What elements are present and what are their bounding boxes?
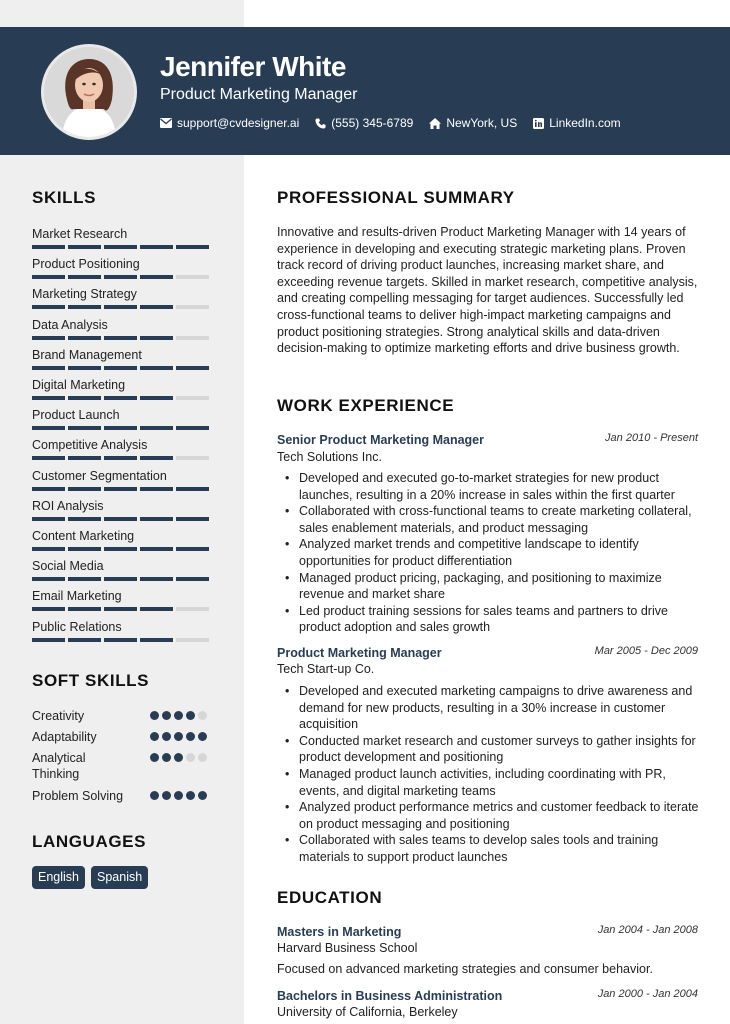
soft-skills-heading: SOFT SKILLS [32, 671, 150, 690]
linkedin-icon [533, 118, 544, 129]
skill-label: ROI Analysis [32, 498, 104, 513]
candidate-name: Jennifer White [160, 51, 346, 82]
candidate-title: Product Marketing Manager [160, 86, 358, 103]
rating-dot [174, 791, 183, 800]
skill-level-segment [140, 305, 173, 309]
skill-level-segment [104, 577, 137, 581]
skill-label: Content Marketing [32, 529, 135, 543]
skill-item [32, 226, 212, 249]
soft-skill-item [32, 788, 212, 804]
skill-level-bar [32, 638, 212, 642]
job-dates: Jan 2010 - Present [605, 432, 698, 444]
list-item: • Collaborated with sales teams to develop sales tools and training materials to support product launches [299, 832, 704, 865]
job-dates: Mar 2005 - Dec 2009 [594, 645, 698, 657]
skill-level-segment [104, 305, 137, 309]
skill-level-segment [140, 366, 173, 370]
skill-level-segment [104, 487, 137, 491]
list-item: • Collaborated with cross-functional teams to create marketing collateral, sales enablement materials, and product messaging [299, 503, 704, 536]
skill-level-segment [140, 456, 173, 460]
list-item: • Managed product launch activities, including coordinating with PR, events, and digital marketing teams [299, 766, 704, 799]
rating-dot [162, 711, 171, 720]
skill-level-segment [176, 396, 209, 400]
rating-dot [150, 791, 159, 800]
skill-level-segment [68, 607, 101, 611]
soft-skill-rating [150, 711, 207, 720]
soft-skill-rating [150, 732, 207, 741]
skill-label: Market Research [32, 227, 128, 241]
phone-icon [315, 118, 326, 129]
skill-level-segment [176, 366, 209, 370]
skill-item [32, 256, 212, 279]
skill-level-segment [104, 456, 137, 460]
list-item: • Conducted market research and customer surveys to gather insights for product development and positioning [299, 733, 704, 766]
contact-location [429, 116, 517, 130]
education-heading: EDUCATION [277, 888, 383, 907]
skill-level-segment [68, 366, 101, 370]
skill-level-segment [140, 487, 173, 491]
avatar [41, 44, 137, 140]
skill-level-bar [32, 517, 212, 521]
skill-level-segment [68, 487, 101, 491]
skill-level-segment [32, 396, 65, 400]
degree-title: Bachelors in Business Administration [277, 989, 503, 1003]
skill-label: Data Analysis [32, 317, 108, 332]
skill-level-segment [104, 638, 137, 642]
rating-dot [150, 732, 159, 741]
skill-level-bar [32, 366, 212, 370]
skill-level-segment [176, 517, 209, 521]
school-name: Harvard Business School [277, 941, 418, 955]
education-description: Focused on advanced marketing strategies and consumer behavior. [277, 962, 653, 976]
list-item: • Managed product pricing, packaging, and positioning to maximize revenue and market share [299, 570, 704, 603]
skill-level-segment [140, 517, 173, 521]
resume-header [0, 27, 730, 155]
soft-skill-item [32, 729, 212, 745]
skill-label: Marketing Strategy [32, 287, 137, 302]
skill-label: Brand Management [32, 347, 142, 362]
skill-level-segment [32, 426, 65, 430]
degree-title: Masters in Marketing [277, 925, 402, 939]
skill-level-segment [104, 336, 137, 340]
job-bullets [299, 470, 704, 636]
skill-level-segment [68, 275, 101, 279]
experience-heading: WORK EXPERIENCE [277, 396, 455, 415]
contact-linkedin[interactable] [533, 116, 620, 130]
skill-label: Product Positioning [32, 257, 140, 272]
skill-level-segment [68, 547, 101, 551]
skill-level-segment [104, 517, 137, 521]
skill-level-segment [32, 336, 65, 340]
skill-level-segment [176, 245, 209, 249]
soft-skill-rating [150, 753, 207, 762]
list-item: • Analyzed product performance metrics and customer feedback to iterate on product messaging and positioning [299, 799, 704, 832]
skill-level-segment [104, 275, 137, 279]
job-company: Tech Solutions Inc. [277, 450, 382, 464]
skill-level-segment [140, 607, 173, 611]
skill-level-segment [176, 305, 209, 309]
skill-item [32, 286, 212, 309]
soft-skill-item [32, 750, 212, 784]
envelope-icon [160, 118, 172, 128]
skill-level-segment [140, 638, 173, 642]
contact-email[interactable] [160, 116, 299, 130]
skill-level-bar [32, 487, 212, 491]
skill-level-segment [104, 396, 137, 400]
skill-level-bar [32, 336, 212, 340]
rating-dot [186, 711, 195, 720]
skill-level-segment [104, 547, 137, 551]
skill-level-segment [176, 547, 209, 551]
rating-dot [174, 732, 183, 741]
skill-level-segment [176, 275, 209, 279]
job-company: Tech Start-up Co. [277, 662, 375, 676]
email-text: support@cvdesigner.ai [177, 116, 300, 130]
rating-dot [198, 711, 207, 720]
skill-label: Email Marketing [32, 589, 122, 604]
soft-skill-label: Creativity [32, 709, 85, 723]
language-badge-spanish: Spanish [91, 866, 148, 889]
skill-level-segment [140, 336, 173, 340]
skill-label: Customer Segmentation [32, 468, 167, 483]
skill-level-segment [32, 517, 65, 521]
soft-skill-label: Problem Solving [32, 789, 124, 803]
education-dates: Jan 2000 - Jan 2004 [597, 988, 698, 1000]
skill-level-segment [176, 426, 209, 430]
skill-item [32, 468, 212, 491]
skill-level-segment [104, 607, 137, 611]
skill-item [32, 619, 212, 642]
skill-level-segment [68, 396, 101, 400]
rating-dot [150, 753, 159, 762]
skill-level-bar [32, 547, 212, 551]
skill-level-segment [140, 275, 173, 279]
skill-level-segment [104, 245, 137, 249]
skill-level-segment [32, 547, 65, 551]
skill-level-segment [32, 607, 65, 611]
skill-level-segment [140, 245, 173, 249]
skill-level-segment [32, 275, 65, 279]
skill-level-segment [68, 638, 101, 642]
skill-level-segment [32, 366, 65, 370]
skill-level-segment [32, 245, 65, 249]
education-dates: Jan 2004 - Jan 2008 [597, 924, 698, 936]
contact-bar [160, 116, 637, 130]
skill-level-segment [176, 577, 209, 581]
skill-level-segment [68, 456, 101, 460]
skill-label: Competitive Analysis [32, 438, 148, 453]
skill-level-segment [32, 487, 65, 491]
job-title: Product Marketing Manager [277, 646, 442, 660]
skill-item [32, 588, 212, 611]
skill-label: Digital Marketing [32, 378, 126, 392]
location-text: NewYork, US [446, 116, 518, 130]
rating-dot [150, 711, 159, 720]
skill-level-bar [32, 275, 212, 279]
skill-item [32, 377, 212, 400]
skill-item [32, 317, 212, 340]
skill-level-bar [32, 245, 212, 249]
list-item: • Developed and executed go-to-market strategies for new product launches, resulting in a 20% increase in sales within the first quarter [299, 470, 704, 503]
skill-level-segment [140, 396, 173, 400]
soft-skill-label: Adaptability [32, 730, 97, 744]
skill-label: Public Relations [32, 619, 122, 634]
skill-level-segment [32, 577, 65, 581]
rating-dot [186, 791, 195, 800]
skill-level-segment [140, 426, 173, 430]
rating-dot [198, 732, 207, 741]
skill-label: Social Media [32, 559, 104, 574]
skill-level-segment [176, 638, 209, 642]
list-item: • Analyzed market trends and competitive landscape to identify opportunities for product differentiation [299, 536, 704, 569]
summary-heading: PROFESSIONAL SUMMARY [277, 188, 515, 207]
language-badge-english: English [32, 866, 85, 889]
summary-text: Innovative and results-driven Product Marketing Manager with 14 years of experience in developing and executing strategic marketing plans. Proven track record of driving product launches, increasing market share, and exceeding revenue targets. Skilled in market research, competitive analysis, and creating compelling messaging for target audiences. Successfully led cross-functional teams to deliver high-impact marketing campaigns and product positioning strategies. Strong analytical skills and data-driven decision-making to optimize marketing efforts and drive business growth. [277, 225, 698, 356]
rating-dot [186, 732, 195, 741]
skill-label: Product Launch [32, 408, 120, 423]
skill-level-segment [140, 547, 173, 551]
skill-level-bar [32, 396, 212, 400]
skill-item [32, 528, 212, 551]
skill-level-bar [32, 305, 212, 309]
skill-level-segment [68, 426, 101, 430]
rating-dot [162, 732, 171, 741]
skill-level-segment [176, 607, 209, 611]
rating-dot [198, 791, 207, 800]
skill-level-bar [32, 456, 212, 460]
skill-item [32, 498, 212, 521]
skill-item [32, 558, 212, 581]
job-bullets [299, 683, 704, 866]
skill-level-segment [32, 305, 65, 309]
skill-level-segment [68, 577, 101, 581]
linkedin-text: LinkedIn.com [549, 116, 621, 130]
soft-skill-rating [150, 791, 207, 800]
job-title: Senior Product Marketing Manager [277, 433, 484, 447]
skill-level-segment [68, 245, 101, 249]
home-icon [429, 118, 441, 129]
skill-level-segment [32, 638, 65, 642]
list-item: • Led product training sessions for sales teams and partners to drive product adoption and sales growth [299, 603, 704, 636]
rating-dot [198, 753, 207, 762]
skill-item [32, 437, 212, 460]
skill-level-bar [32, 607, 212, 611]
skill-level-segment [140, 577, 173, 581]
rating-dot [162, 791, 171, 800]
languages-heading: LANGUAGES [32, 832, 147, 851]
soft-skill-label: Analytical Thinking [32, 751, 86, 781]
skill-level-segment [68, 336, 101, 340]
rating-dot [186, 753, 195, 762]
skill-level-segment [32, 456, 65, 460]
list-item: • Developed and executed marketing campaigns to drive awareness and demand for new products, resulting in a 30% increase in customer acquisition [299, 683, 704, 733]
school-name: University of California, Berkeley [277, 1005, 458, 1019]
skill-level-bar [32, 577, 212, 581]
soft-skill-item [32, 708, 212, 724]
skill-level-bar [32, 426, 212, 430]
contact-phone[interactable] [315, 116, 413, 130]
skill-level-segment [104, 366, 137, 370]
skill-item [32, 407, 212, 430]
skills-heading: SKILLS [32, 188, 97, 207]
phone-text: (555) 345-6789 [331, 116, 414, 130]
rating-dot [174, 711, 183, 720]
skill-item [32, 347, 212, 370]
rating-dot [174, 753, 183, 762]
skill-level-segment [176, 456, 209, 460]
skill-level-segment [68, 517, 101, 521]
skill-level-segment [176, 487, 209, 491]
skill-level-segment [68, 305, 101, 309]
skill-level-segment [104, 426, 137, 430]
rating-dot [162, 753, 171, 762]
skill-level-segment [176, 336, 209, 340]
